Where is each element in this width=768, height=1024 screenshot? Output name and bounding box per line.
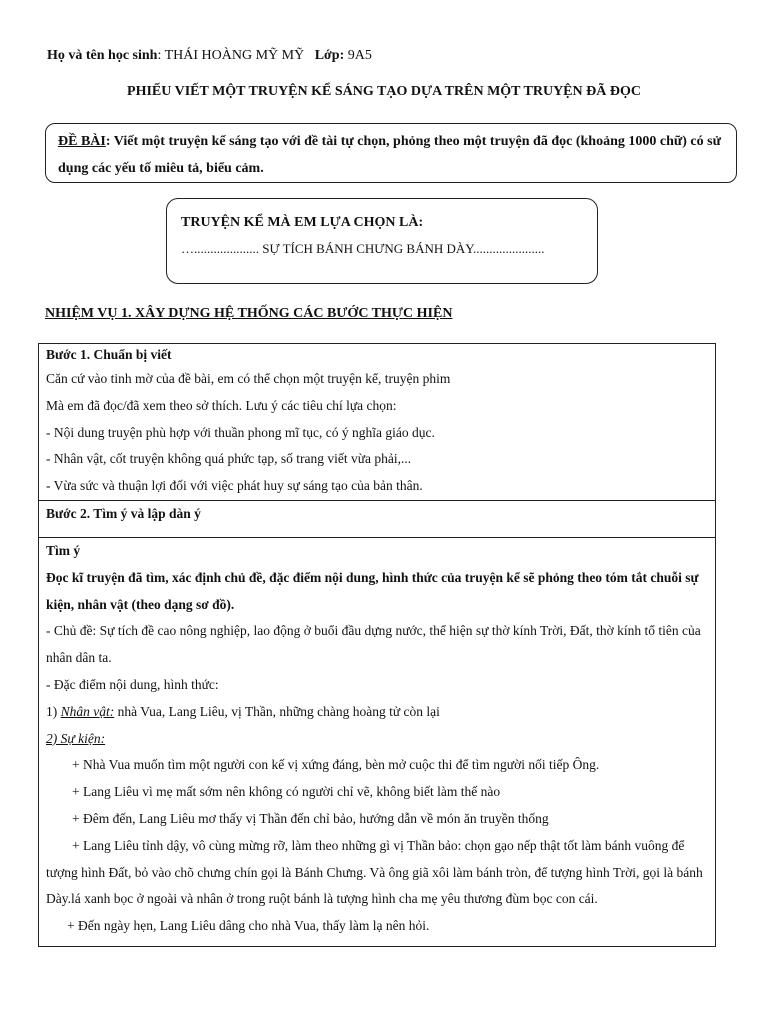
step1-row xyxy=(39,344,716,501)
characters-line xyxy=(46,699,708,726)
step1-line: Căn cứ vào tinh mờ của đề bài, em có thể chọn một truyện kể, truyện phim xyxy=(46,371,451,386)
student-name-label: Họ và tên học sinh xyxy=(47,48,158,63)
find-ideas-cell xyxy=(39,537,716,946)
event-item: + Lang Liêu tỉnh dậy, vô cùng mừng rỡ, làm theo những gì vị Thần bảo: chọn gạo nếp thật tốt làm bánh vuông để tượng hình Đất, bỏ vào chõ chưng chín gọi là Bánh Chưng. Và ông giã xôi làm bánh tròn, để tượng hình Trời, gọi là bánh Dày.lá xanh bọc ở ngoài và nhân ở trong ruột bánh là tượng hình cha mẹ yêu thương đùm bọc con cái. xyxy=(46,837,703,907)
event-item: + Lang Liêu vì mẹ mất sớm nên không có người chỉ vẽ, không biết làm thế nào xyxy=(72,784,501,800)
steps-table xyxy=(38,343,716,947)
find-ideas-instruction: Đọc kĩ truyện đã tìm, xác định chủ đề, đặc điểm nội dung, hình thức của truyện kể sẽ phỏng theo tóm tắt chuỗi sự kiện, nhân vật (theo dạng sơ đồ). xyxy=(46,569,699,612)
characters-text: nhà Vua, Lang Liêu, vị Thần, những chàng hoàng tử còn lại xyxy=(114,703,440,719)
find-ideas-row xyxy=(39,537,716,946)
event-item: + Đến ngày hẹn, Lang Liêu dâng cho nhà Vua, thấy làm lạ nên hỏi. xyxy=(67,918,430,934)
chosen-story-label: TRUYỆN KỂ MÀ EM LỰA CHỌN LÀ: xyxy=(181,215,424,230)
worksheet-title: PHIẾU VIẾT MỘT TRUYỆN KỂ SÁNG TẠO DỰA TRÊN MỘT TRUYỆN ĐÃ ĐỌC xyxy=(127,84,641,99)
events-label: 2) Sự kiện: xyxy=(46,730,106,746)
task-heading: NHIỆM VỤ 1. XÂY DỰNG HỆ THỐNG CÁC BƯỚC THỰC HIỆN xyxy=(45,306,453,321)
step1-line: - Nội dung truyện phù hợp với thuần phong mĩ tục, có ý nghĩa giáo dục. xyxy=(46,424,435,440)
chosen-story-value: ….................... SỰ TÍCH BÁNH CHƯNG BÁNH DÀY...................... xyxy=(181,241,545,256)
event-item: + Đêm đến, Lang Liêu mơ thấy vị Thần đến chỉ bảo, hướng dẫn về món ăn truyền thống xyxy=(72,810,549,826)
student-name-value: : THÁI HOÀNG MỸ MỸ xyxy=(157,48,305,63)
step1-cell xyxy=(39,344,716,501)
characters-label: Nhân vật: xyxy=(60,703,115,719)
step2-cell xyxy=(39,500,716,537)
step2-heading: Bước 2. Tìm ý và lập dàn ý xyxy=(46,505,201,521)
event-item: + Nhà Vua muốn tìm một người con kế vị xứng đáng, bèn mở cuộc thi để tìm người nối tiếp Ông. xyxy=(72,757,600,773)
find-ideas-heading: Tìm ý xyxy=(46,542,81,558)
student-info xyxy=(47,48,372,64)
features-text: - Đặc điểm nội dung, hình thức: xyxy=(46,676,219,692)
class-value: 9A5 xyxy=(344,48,372,63)
characters-number: 1) xyxy=(46,703,61,719)
assignment-label: ĐỀ BÀI xyxy=(58,134,106,149)
step1-line: Mà em đã đọc/đã xem theo sở thích. Lưu ý các tiêu chí lựa chọn: xyxy=(46,397,397,413)
step1-line: - Nhân vật, cốt truyện không quá phức tạp, số trang viết vừa phải,... xyxy=(46,451,412,467)
chosen-story-box xyxy=(166,198,598,284)
assignment-box xyxy=(45,123,737,183)
step2-row xyxy=(39,500,716,537)
class-label: Lớp: xyxy=(314,48,345,63)
step1-line: - Vừa sức và thuận lợi đối với việc phát huy sự sáng tạo của bản thân. xyxy=(46,478,423,494)
assignment-text: : Viết một truyện kể sáng tạo với đề tài tự chọn, phỏng theo một truyện đã đọc (khoảng 1000 chữ) có sử dụng các yếu tố miêu tả, biểu cảm. xyxy=(58,134,721,176)
theme-text: - Chủ đề: Sự tích đề cao nông nghiệp, lao động ở buổi đầu dựng nước, thể hiện sự thờ kính Trời, Đất, thờ kính tổ tiên của nhân dân ta. xyxy=(46,623,701,666)
step1-heading: Bước 1. Chuẩn bị viết xyxy=(46,347,172,362)
